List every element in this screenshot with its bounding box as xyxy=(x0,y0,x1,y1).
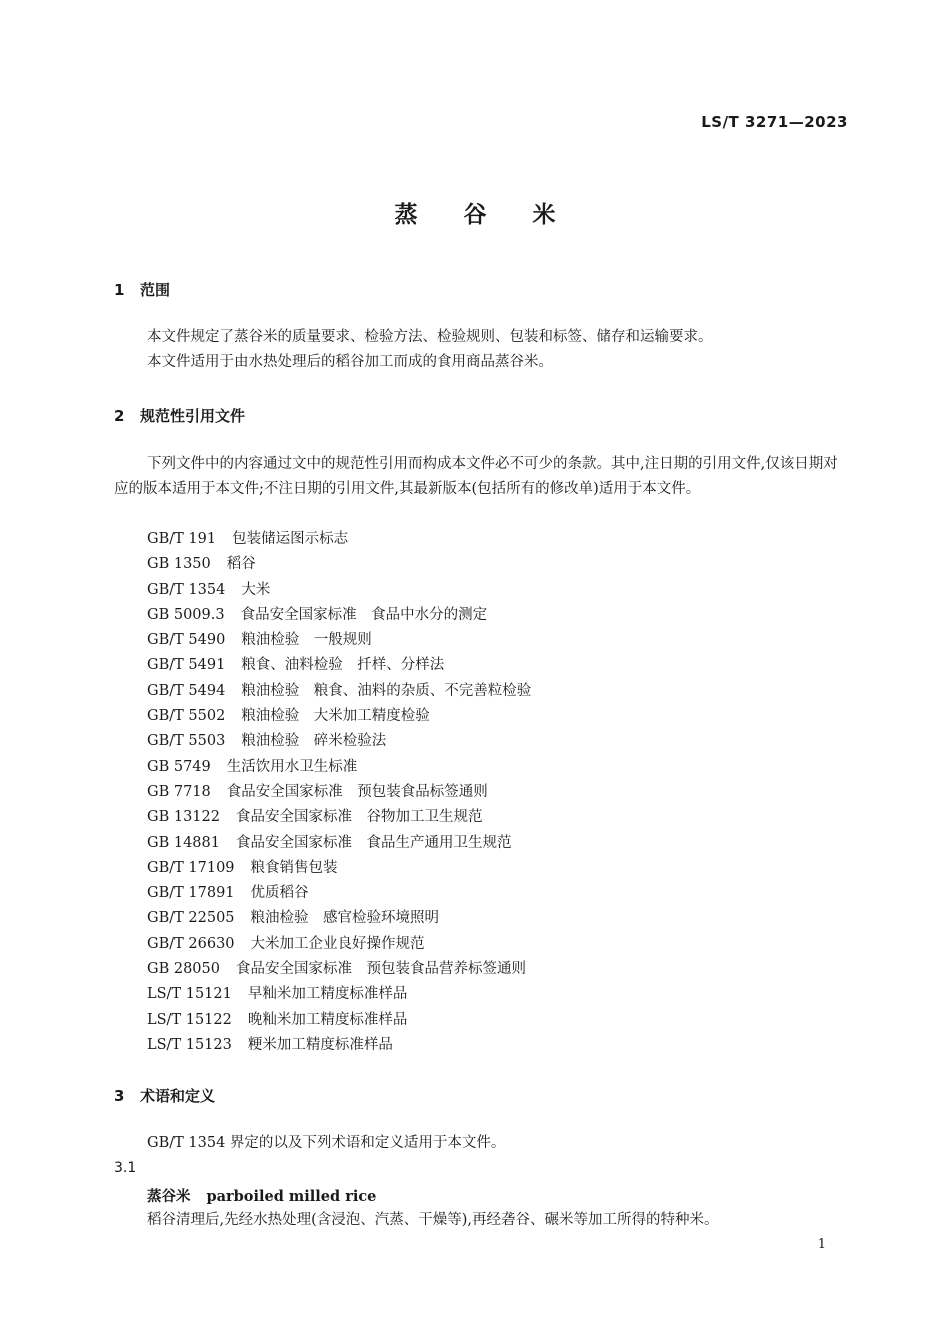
reference-item xyxy=(147,578,531,603)
reference-code: GB 5749 xyxy=(147,758,211,775)
reference-title: 食品安全国家标准 食品生产通用卫生规范 xyxy=(235,834,512,851)
reference-title: 粳米加工精度标准样品 xyxy=(247,1036,393,1053)
reference-title: 食品安全国家标准 谷物加工卫生规范 xyxy=(235,809,483,826)
reference-code: LS/T 15123 xyxy=(147,1036,232,1053)
reference-code: GB/T 191 xyxy=(147,531,217,547)
reference-title: 粮食销售包装 xyxy=(250,859,338,876)
reference-item xyxy=(147,527,531,552)
reference-title: 粮油检验 碎米检验法 xyxy=(241,733,387,750)
title-char: 米 xyxy=(532,202,556,228)
section-1-heading xyxy=(114,279,170,300)
reference-title: 粮油检验 一般规则 xyxy=(241,632,372,649)
reference-item xyxy=(147,932,531,957)
section-3-heading xyxy=(114,1085,215,1106)
section-title: 规范性引用文件 xyxy=(140,407,246,425)
reference-item xyxy=(147,906,531,931)
reference-code: GB/T 17109 xyxy=(147,859,235,876)
reference-title: 生活饮用水卫生标准 xyxy=(226,758,358,775)
reference-title: 食品安全国家标准 预包装食品标签通则 xyxy=(226,783,488,800)
document-title xyxy=(0,196,950,229)
reference-item xyxy=(147,1033,531,1058)
reference-code: GB/T 1354 xyxy=(147,581,226,598)
reference-title: 粮油检验 粮食、油料的杂质、不完善粒检验 xyxy=(241,682,532,699)
reference-code: GB/T 5491 xyxy=(147,657,226,674)
reference-title: 早籼米加工精度标准样品 xyxy=(247,986,408,1003)
section-3-intro: GB/T 1354 界定的以及下列术语和定义适用于本文件。 xyxy=(147,1135,506,1151)
reference-title: 晚籼米加工精度标准样品 xyxy=(247,1011,408,1028)
section-2-intro: 下列文件中的内容通过文中的规范性引用而构成本文件必不可少的条款。其中,注日期的引用文件,仅该日期对应的版本适用于本文件;不注日期的引用文件,其最新版本(包括所有的修改单)适用于本文件。 xyxy=(114,456,838,497)
reference-code: LS/T 15121 xyxy=(147,986,232,1003)
reference-code: GB/T 5490 xyxy=(147,632,226,649)
section-2-heading xyxy=(114,405,245,426)
section-title: 术语和定义 xyxy=(140,1087,216,1105)
reference-code: GB 14881 xyxy=(147,834,220,851)
reference-item xyxy=(147,831,531,856)
term-heading xyxy=(147,1185,376,1206)
reference-item xyxy=(147,628,531,653)
reference-item xyxy=(147,704,531,729)
page-number: 1 xyxy=(817,1237,826,1252)
reference-code: GB 28050 xyxy=(147,961,220,978)
title-char: 蒸 xyxy=(394,202,418,228)
reference-item xyxy=(147,856,531,881)
reference-item xyxy=(147,603,531,628)
reference-code: GB/T 26630 xyxy=(147,935,235,952)
reference-title: 大米 xyxy=(241,581,271,598)
term-english: parboiled milled rice xyxy=(206,1188,377,1205)
section-1-paragraph: 本文件适用于由水热处理后的稻谷加工而成的食用商品蒸谷米。 xyxy=(147,354,553,370)
reference-code: GB 5009.3 xyxy=(147,606,225,623)
section-number: 3 xyxy=(114,1087,125,1105)
reference-item xyxy=(147,805,531,830)
reference-code: GB 13122 xyxy=(147,809,220,826)
reference-item xyxy=(147,653,531,678)
section-number: 2 xyxy=(114,407,125,425)
reference-code: GB/T 5494 xyxy=(147,682,226,699)
reference-code: GB 7718 xyxy=(147,783,211,800)
reference-title: 粮食、油料检验 扦样、分样法 xyxy=(241,657,445,674)
reference-code: GB/T 17891 xyxy=(147,885,235,902)
reference-title: 包装储运图示标志 xyxy=(232,531,349,547)
standard-code: LS/T 3271—2023 xyxy=(701,113,848,131)
title-char: 谷 xyxy=(463,202,487,228)
reference-title: 稻谷 xyxy=(226,556,256,573)
reference-title: 食品安全国家标准 食品中水分的测定 xyxy=(240,606,488,623)
reference-title: 粮油检验 大米加工精度检验 xyxy=(241,708,430,725)
reference-list xyxy=(147,527,531,1058)
reference-title: 粮油检验 感官检验环境照明 xyxy=(250,910,440,927)
reference-item xyxy=(147,552,531,577)
reference-item xyxy=(147,755,531,780)
reference-item xyxy=(147,881,531,906)
reference-code: GB 1350 xyxy=(147,556,211,573)
reference-code: GB/T 5503 xyxy=(147,733,226,750)
reference-title: 优质稻谷 xyxy=(250,885,309,902)
reference-item xyxy=(147,729,531,754)
reference-item xyxy=(147,1008,531,1033)
reference-code: LS/T 15122 xyxy=(147,1011,232,1028)
reference-item xyxy=(147,679,531,704)
reference-title: 大米加工企业良好操作规范 xyxy=(250,935,425,952)
reference-code: GB/T 22505 xyxy=(147,910,235,927)
reference-item xyxy=(147,780,531,805)
term-chinese: 蒸谷米 xyxy=(147,1189,191,1205)
section-title: 范围 xyxy=(140,281,171,299)
reference-title: 食品安全国家标准 预包装食品营养标签通则 xyxy=(235,961,526,978)
section-number: 1 xyxy=(114,281,125,299)
reference-item xyxy=(147,982,531,1007)
section-1-paragraph: 本文件规定了蒸谷米的质量要求、检验方法、检验规则、包装和标签、储存和运输要求。 xyxy=(147,329,713,345)
term-number: 3.1 xyxy=(114,1160,137,1176)
term-definition: 稻谷清理后,先经水热处理(含浸泡、汽蒸、干燥等),再经砻谷、碾米等加工所得的特种米。 xyxy=(147,1212,719,1228)
reference-item xyxy=(147,957,531,982)
reference-code: GB/T 5502 xyxy=(147,708,226,725)
